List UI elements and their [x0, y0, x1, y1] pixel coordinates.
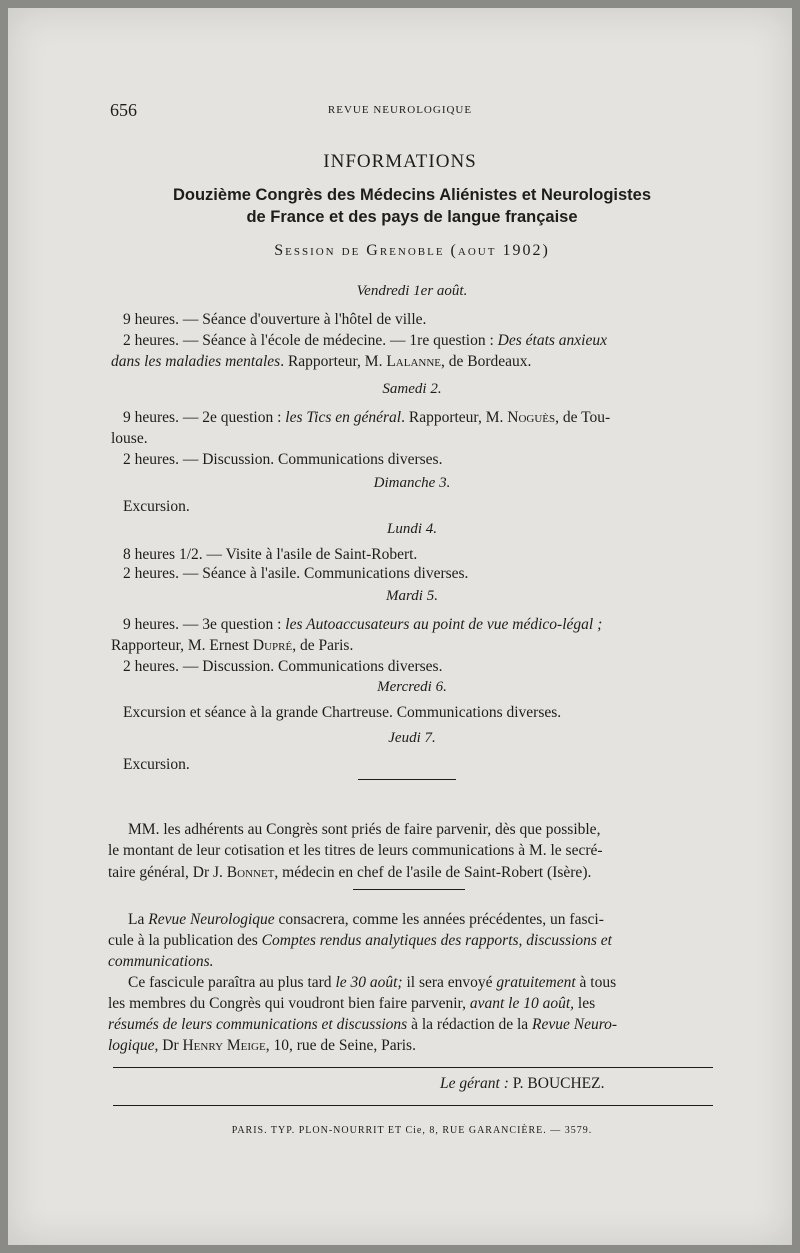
- text-run-italic: les Autoaccusateurs au point de vue médico-légal ;: [285, 616, 603, 633]
- text-run: La: [128, 911, 149, 928]
- running-head: REVUE NEUROLOGIQUE: [327, 104, 473, 116]
- notice-line: MM. les adhérents au Congrès sont priés de faire parvenir, dès que possible,: [128, 821, 601, 838]
- program-line: 9 heures. — Séance d'ouverture à l'hôtel de ville.: [123, 311, 427, 328]
- text-run-italic: logique: [108, 1037, 155, 1054]
- text-run-italic: le 30 août;: [335, 974, 403, 991]
- rapporteur-name: Dupré: [252, 637, 293, 654]
- text-run-italic: les Tics en général: [285, 409, 402, 426]
- day-mercredi: Mercredi 6.: [377, 679, 447, 695]
- publication-line: [128, 911, 604, 929]
- document-page: [8, 8, 792, 1245]
- text-run: . Rapporteur, M.: [280, 353, 387, 370]
- rapporteur-name: Lalanne: [386, 353, 442, 370]
- program-line: [111, 353, 531, 371]
- text-run: 9 heures. — 3e question :: [123, 616, 286, 633]
- divider: [113, 1067, 713, 1068]
- text-run: Ce fascicule paraîtra au plus tard: [128, 974, 336, 991]
- text-run: , de Bordeaux.: [441, 353, 532, 370]
- divider: [358, 779, 456, 780]
- program-line: Excursion.: [123, 498, 190, 515]
- text-run: consacrera, comme les années précédentes, un fasci-: [274, 911, 604, 928]
- day-mardi: Mardi 5.: [386, 588, 438, 604]
- program-line: 2 heures. — Séance à l'asile. Communications diverses.: [123, 565, 469, 582]
- rapporteur-name: Noguès: [507, 409, 556, 426]
- text-run: à tous: [575, 974, 617, 991]
- text-run: à la rédaction de la: [407, 1016, 533, 1033]
- text-run-italic: communications.: [108, 953, 214, 970]
- text-run: , de Tou-: [555, 409, 611, 426]
- gerant-name: P. BOUCHEZ.: [512, 1075, 605, 1092]
- text-run-italic: avant le 10 août,: [469, 995, 575, 1012]
- page-number: 656: [110, 100, 137, 120]
- program-line: 2 heures. — Discussion. Communications diverses.: [123, 658, 443, 675]
- divider: [113, 1105, 713, 1106]
- publication-line: [108, 953, 213, 971]
- text-run-italic: Comptes rendus analytiques des rapports, discussions et: [261, 932, 612, 949]
- text-run: , médecin en chef de l'asile de Saint-Robert (Isère).: [274, 864, 592, 881]
- text-run-italic: dans les maladies mentales: [111, 353, 281, 370]
- day-jeudi: Jeudi 7.: [388, 730, 436, 746]
- text-run: il sera envoyé: [402, 974, 497, 991]
- text-run-italic: Des états anxieux: [497, 332, 607, 349]
- day-vendredi: Vendredi 1er août.: [356, 283, 468, 299]
- text-run: Rapporteur, M. Ernest: [111, 637, 253, 654]
- publication-line: [108, 932, 612, 950]
- text-run: , 10, rue de Seine, Paris.: [265, 1037, 416, 1054]
- program-line: Excursion.: [123, 756, 190, 773]
- person-name: Bonnet: [226, 864, 275, 881]
- congress-title: [8, 184, 800, 228]
- notice-line: le montant de leur cotisation et les titres de leurs communications à M. le secré-: [108, 842, 603, 859]
- printer-imprint: PARIS. TYP. PLON-NOURRIT ET Cie, 8, RUE GARANCIÈRE. — 3579.: [231, 1125, 593, 1136]
- program-line: 2 heures. — Discussion. Communications diverses.: [123, 451, 443, 468]
- program-line: [111, 637, 353, 655]
- notice-line: [108, 864, 591, 882]
- publication-line: [108, 1037, 416, 1055]
- text-run: les membres du Congrès qui voudront bien faire parvenir,: [108, 995, 470, 1012]
- day-dimanche: Dimanche 3.: [373, 475, 451, 491]
- program-line: louse.: [111, 430, 148, 447]
- text-run: 9 heures. — 2e question :: [123, 409, 286, 426]
- publication-line: [108, 995, 595, 1013]
- program-line: 8 heures 1/2. — Visite à l'asile de Saint-Robert.: [123, 546, 418, 563]
- text-run: les: [574, 995, 596, 1012]
- day-lundi: Lundi 4.: [386, 521, 437, 537]
- text-run-italic: gratuitement: [496, 974, 576, 991]
- text-run: . Rapporteur, M.: [401, 409, 508, 426]
- person-name: Henry Meige: [182, 1037, 266, 1054]
- publication-line: [108, 1016, 617, 1034]
- session-text: Session de Grenoble (aout 1902): [274, 242, 550, 259]
- text-run: cule à la publication des: [108, 932, 262, 949]
- text-run: , Dr: [154, 1037, 183, 1054]
- session-line: [8, 242, 800, 260]
- text-run-italic: résumés de leurs communications et discussions: [108, 1016, 408, 1033]
- program-line: [123, 409, 610, 427]
- congress-title-line-2: de France et des pays de langue française: [246, 208, 578, 226]
- congress-title-line-1: Douzième Congrès des Médecins Aliénistes et Neurologistes: [172, 186, 652, 204]
- text-run-italic: Revue Neurologique: [148, 911, 275, 928]
- program-line: Excursion et séance à la grande Chartreuse. Communications diverses.: [123, 704, 562, 721]
- gerant-label: Le gérant :: [440, 1075, 513, 1092]
- publication-line: [128, 974, 616, 992]
- divider: [353, 889, 465, 890]
- section-title: INFORMATIONS: [323, 151, 477, 172]
- program-line: [123, 332, 607, 350]
- text-run: 2 heures. — Séance à l'école de médecine. — 1re question :: [123, 332, 498, 349]
- text-run: , de Paris.: [292, 637, 354, 654]
- day-samedi: Samedi 2.: [382, 381, 442, 397]
- program-line: [123, 616, 602, 634]
- text-run: taire général, Dr J.: [108, 864, 227, 881]
- gerant-signature-line: [440, 1075, 605, 1093]
- text-run-italic: Revue Neuro-: [532, 1016, 618, 1033]
